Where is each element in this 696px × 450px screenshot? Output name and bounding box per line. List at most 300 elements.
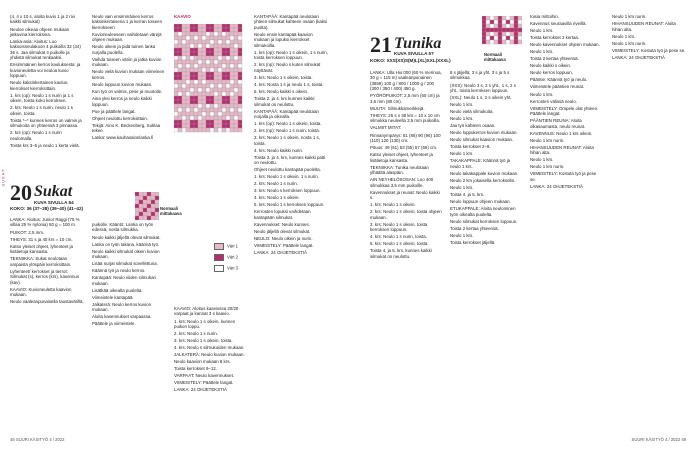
chart-cell: [174, 32, 178, 36]
chart-cell: [182, 32, 186, 36]
chart-cell: [194, 100, 198, 104]
chart-cell: [210, 80, 214, 84]
pattern-number: 20: [10, 180, 32, 205]
chart-cell: [143, 212, 147, 216]
text-para: toisia mittoihin.: [530, 14, 560, 19]
chart-cell: [186, 72, 190, 76]
chart-cell: [214, 128, 218, 132]
chart-cell: [222, 40, 226, 44]
text-para: VIIMEISTELY: Ompele olat yhteen. Päättele langat.: [530, 105, 599, 117]
chart-cell: [218, 32, 222, 36]
tunika-col2: [450, 70, 522, 247]
chart-cell: [210, 100, 214, 104]
chart-cell: [182, 124, 186, 128]
chart-cell: [174, 120, 178, 124]
legend-item: [214, 265, 238, 272]
text-para: KANTAPÄÄ: Kantapää neulotaan yhteen silmukat kahteen osaan (kaksi puolta).: [254, 14, 328, 30]
text-para: KAVENNUS: Neulo 1 krs oikein.: [530, 130, 593, 136]
chart-cell: [190, 104, 194, 108]
chart-cell: [502, 16, 506, 20]
chart-cell: [514, 16, 518, 20]
chart-cell: [234, 112, 238, 116]
chart-cell: [510, 24, 514, 28]
chart-cell: [174, 96, 178, 100]
chart-cell: [238, 84, 242, 88]
chart-cell: [230, 104, 234, 108]
chart-cell: [202, 112, 206, 116]
chart-cell: [510, 36, 514, 40]
text-para: Pääntie: Käännä työ ja neulo.: [530, 77, 588, 83]
text-para: Toista kerrokset 2–8.: [450, 144, 491, 150]
chart-cell: [202, 76, 206, 80]
chart-cell: [178, 112, 182, 116]
chart-cell: [147, 200, 151, 204]
chart-cell: [186, 52, 190, 56]
chart-cell: [238, 100, 242, 104]
chart-cell: [234, 76, 238, 80]
chart-cell: [194, 68, 198, 72]
chart-cell: [498, 36, 502, 40]
text-para: Kun työ on valmis, pese ja muotoile.: [92, 89, 163, 94]
chart-cell: [186, 68, 190, 72]
chart-cell: [206, 32, 210, 36]
knitting-chart-top: [174, 24, 244, 136]
text-para: VIIMEISTELY: Kostuta työ ja pese se.: [530, 171, 597, 182]
chart-cell: [151, 216, 155, 220]
chart-cell: [178, 88, 182, 92]
text-para: Toista 4. ja 5. krs, kunnes kaikki silmukat on neulottu.: [370, 248, 432, 259]
chart-cell: [234, 116, 238, 120]
text-para: Aina yksi kerros ja neulo kaikki loppuun.: [92, 96, 152, 107]
chart-cell: [226, 44, 230, 48]
chart-cell: [178, 48, 182, 52]
pattern-title: Tunika: [394, 35, 442, 52]
chart-cell: [218, 24, 222, 28]
text-para: Neulo kerros loppuun.: [530, 70, 573, 76]
chart-cell: [210, 124, 214, 128]
chart-cell: [186, 128, 190, 132]
chart-cell: [222, 28, 226, 32]
chart-cell: [139, 208, 143, 212]
chart-cell: [151, 208, 155, 212]
chart-cell: [222, 56, 226, 60]
chart-cell: [502, 20, 506, 24]
text-para: PÄÄNTIEN REUNA: Aloita olkasaumasta, neulo reunat.: [530, 118, 586, 129]
chart-cell: [178, 36, 182, 40]
chart-cell: [218, 56, 222, 60]
chart-cell: [214, 52, 218, 56]
text-para: Neulo 1 krs.: [450, 185, 474, 191]
text-para: Kuvioneuleeseen vaihdetaan värejä ohjeen mukaan.: [92, 31, 162, 43]
chart-cell: [234, 56, 238, 60]
text-para: Ensimmäinen kerros kauluksesta: ja kuvioneuletta voi neuloa kuvio loppuun.: [10, 62, 81, 79]
chart-cell: [502, 24, 506, 28]
chart-cell: [222, 60, 226, 64]
text-para: Neulo 1 krs.: [450, 102, 474, 108]
chart-cell: [230, 44, 234, 48]
text-para: Neulo 1 krs nurin.: [612, 40, 647, 46]
chart-cell: [230, 124, 234, 128]
chart-cell: [506, 40, 510, 44]
chart-cell: [202, 40, 206, 44]
text-para: Neulo 1 krs.: [450, 232, 474, 238]
chart-cell: [226, 92, 230, 96]
chart-cell: [502, 36, 506, 40]
chart-cell: [210, 128, 214, 132]
chart-cell: [234, 52, 238, 56]
text-para: Katso yleiset ohjeet, lyhenteet ja lisätietoja kansasta.: [370, 152, 433, 163]
chart-cell: [202, 36, 206, 40]
chart-cell: [210, 72, 214, 76]
text-para: NEULO: Neulo oikein ja nurin.: [254, 236, 313, 242]
text-para: Neulo loppuun ohjeen mukaan.: [450, 199, 511, 205]
text-para: Tekijä: Aino K. Beckenberg, Suklaa tekee.: [92, 122, 161, 134]
chart-cell: [143, 192, 147, 196]
chart-cell: [206, 116, 210, 120]
chart-cell: [482, 32, 486, 36]
chart-cell: [226, 80, 230, 84]
chart-cell: [238, 60, 242, 64]
chart-cell: [186, 56, 190, 60]
chart-cell: [514, 32, 518, 36]
chart-cell: [234, 64, 238, 68]
text-para: Jalkaterä: Neulo kerros kuvion mukaan.: [92, 301, 152, 313]
chart-cell: [182, 44, 186, 48]
chart-cell: [198, 44, 202, 48]
chart-cell: [174, 36, 178, 40]
chart-cell: [182, 40, 186, 44]
chart-cell: [190, 64, 194, 68]
chart-cell: [218, 112, 222, 116]
chart-cell: [498, 24, 502, 28]
text-para: TIHEYS: 25 s x 38 krs = 10 x 10 cm silmukka neuleella 3,5 mm puikoilla.: [370, 112, 441, 124]
text-para: 1. krs: Neulo 1 s oikein, kunnes puikon loppu.: [174, 318, 236, 329]
text-para: 2. krs (np): Neulo s kuten silmukat näyttävät.: [254, 62, 321, 73]
chart-cell: [218, 84, 222, 88]
chart-cell: [202, 72, 206, 76]
chart-cell: [222, 92, 226, 96]
chart-cell: [186, 112, 190, 116]
chart-cell: [174, 80, 178, 84]
chart-cell: [214, 76, 218, 80]
chart-cell: [502, 28, 506, 32]
chart-cell: [178, 108, 182, 112]
text-para: 2. krs (np): Neulo 1 s nurin, toista.: [254, 128, 320, 134]
chart-cell: [182, 96, 186, 100]
text-para: KANTAPÄÄ: Kantapää neulotaan nurjalla ja oikealla.: [254, 108, 319, 119]
text-para: Toista 2 kertaa yhteensä.: [450, 225, 499, 231]
chart-cell: [238, 76, 242, 80]
chart-cell: [174, 128, 178, 132]
chart-cell: [210, 56, 214, 60]
chart-cell: [198, 48, 202, 52]
chart-cell: [194, 88, 198, 92]
chart-cell: [230, 112, 234, 116]
text-para: LANKA: 24 OHJETEKSTIÄ: [174, 387, 227, 393]
chart-cell: [198, 68, 202, 72]
chart-cell: [238, 72, 242, 76]
text-para: Neulo ensin kantapää kaavion mukaan ja lopuksi kierrokset silmukoilla.: [254, 31, 313, 48]
text-para: Vaihda toiseen väriin ja jatka kuvion mukaan.: [92, 56, 162, 68]
chart-cell: [222, 32, 226, 36]
text-para: TAKAKAPPALE: Käännä työ ja neulo 1 krs.: [450, 158, 511, 169]
chart-cell: [139, 196, 143, 200]
chart-cell: [234, 84, 238, 88]
chart-cell: [494, 16, 498, 20]
chart-cell: [174, 60, 178, 64]
chart-cell: [174, 116, 178, 120]
chart-cell: [202, 56, 206, 60]
chart-cell: [186, 60, 190, 64]
chart-cell: [206, 100, 210, 104]
chart-cell: [178, 40, 182, 44]
text-para: LANKA: 24 OHJETEKSTIÄ: [612, 54, 665, 60]
chart-cell: [194, 36, 198, 40]
chart-cell: [206, 48, 210, 52]
chart-cell: [202, 104, 206, 108]
chart-cell: [226, 120, 230, 124]
chart-cell: [178, 72, 182, 76]
chart-cell: [238, 116, 242, 120]
chart-cell: [238, 124, 242, 128]
chart-cell: [222, 44, 226, 48]
chart-cell: [234, 100, 238, 104]
chart-cell: [178, 68, 182, 72]
chart-cell: [194, 120, 198, 124]
chart-cell: [210, 64, 214, 68]
chart-cell: [226, 56, 230, 60]
text-para: 5. krs: Neulo 1 s oikein, toista.: [370, 241, 429, 247]
chart-cell: [230, 40, 234, 44]
chart-cell: [226, 60, 230, 64]
chart-cell: [206, 28, 210, 32]
chart-cell: [490, 36, 494, 40]
chart-cell: [190, 124, 194, 128]
text-para: Neulo 1 krs.: [530, 28, 554, 34]
chart-cell: [518, 16, 522, 20]
chart-cell: [182, 92, 186, 96]
legend-item: [214, 254, 238, 261]
chart-cell: [155, 216, 159, 220]
chart-cell: [186, 40, 190, 44]
legend-label: Väri 2: [227, 254, 238, 260]
chart-cell: [238, 104, 242, 108]
text-para: Neulo vielä silmukoita.: [450, 109, 494, 115]
chart-cell: [222, 112, 226, 116]
chart-cell: [178, 32, 182, 36]
chart-cell: [182, 128, 186, 132]
text-para: Lanka-asia: Aloitus: Luo kaksoisneulakoon 4 puikoilla 32 (34) 36 s. Jaa silmukat 4 puikolle ja yhdistä silmukat renkaaksi.: [10, 39, 81, 61]
chart-cell: [210, 116, 214, 120]
chart-cell: [186, 84, 190, 88]
chart-cell: [178, 64, 182, 68]
chart-cell: [486, 28, 490, 32]
chart-cell: [178, 116, 182, 120]
chart-cell: [147, 192, 151, 196]
text-para: 4. krs: Neulo 1 s oikein.: [254, 195, 300, 201]
text-para: Viimeistele kantapää.: [92, 294, 134, 300]
chart-cell: [230, 48, 234, 52]
chart-cell: [206, 40, 210, 44]
chart-cell: [198, 32, 202, 36]
chart-cell: [190, 84, 194, 88]
chart-cell: [174, 112, 178, 116]
chart-cell: [182, 36, 186, 40]
chart-cell: [190, 56, 194, 60]
text-para: 5. krs: Neulo kaikki s oikein.: [254, 89, 309, 94]
chart-cell: [190, 120, 194, 124]
chart-cell: [206, 56, 210, 60]
chart-cell: [202, 80, 206, 84]
text-para: Neulo 1 krs nurin.: [612, 14, 647, 19]
chart-cell: [210, 36, 214, 40]
chart-cell: [510, 16, 514, 20]
chart-cell: [135, 196, 139, 200]
pattern-title: Sukat: [34, 183, 73, 200]
text-para: Lanka on työn takana, käännä työ.: [92, 241, 160, 247]
chart-cell: [514, 20, 518, 24]
chart-cell: [194, 96, 198, 100]
chart-cell: [190, 76, 194, 80]
chart-cell: [202, 44, 206, 48]
chart-cell: [202, 100, 206, 104]
chart-cell: [210, 108, 214, 112]
chart-cell: [494, 32, 498, 36]
chart-cell: [139, 200, 143, 204]
chart-cell: [174, 108, 178, 112]
chart-cell: [490, 16, 494, 20]
chart-cell: [182, 60, 186, 64]
chart-cell: [238, 64, 242, 68]
chart-cell: [174, 124, 178, 128]
chart-cell: [214, 64, 218, 68]
text-para: Käännä työ ja neulo kerros.: [92, 268, 146, 274]
chart-cell: [143, 208, 147, 212]
text-para: Kantapää: Neulo viiden silmukan mukaan.: [92, 275, 156, 286]
chart-cell: [190, 96, 194, 100]
chart-cell: [198, 128, 202, 132]
tunic-mini-chart: [482, 16, 522, 46]
chart-cell: [494, 36, 498, 40]
chart-cell: [178, 100, 182, 104]
mini-chart: [135, 192, 159, 220]
chart-cell: [198, 72, 202, 76]
chart-cell: [182, 100, 186, 104]
chart-cell: [147, 216, 151, 220]
chart-cell: [482, 36, 486, 40]
text-para: 8 s jäljellä, 3 s ja yht. 3 s ja 5 s silmukkaa.: [450, 70, 510, 81]
chart-cell: [234, 72, 238, 76]
chart-cell: [238, 120, 242, 124]
chart-cell: [190, 40, 194, 44]
chart-cell: [174, 92, 178, 96]
chart-cell: [194, 24, 198, 28]
chart-cell: [206, 112, 210, 116]
text-para: Rinnanympärys: 81 (86) 90 (96) 100 (110) 120 (130) cm.: [370, 132, 441, 143]
chart-cell: [198, 88, 202, 92]
chart-cell: [498, 20, 502, 24]
chart-cell: [198, 124, 202, 128]
chart-cell: [147, 204, 151, 208]
chart-cell: [178, 44, 182, 48]
chart-cell: [194, 128, 198, 132]
chart-cell: [190, 48, 194, 52]
text-para: 5. krs: Neulo 1 s kerroksen loppuun.: [254, 202, 325, 208]
text-para: Neulo 1 krs nurin.: [530, 164, 565, 170]
text-para: 2. krs (op): Neulo 1 s nurin neulomalla.: [10, 130, 62, 141]
text-para: HIHANSUUDEN REUNAT: Aloita hihan alta.: [612, 21, 676, 32]
chart-cell: [206, 124, 210, 128]
chart-cell: [190, 112, 194, 116]
chart-cell: [214, 84, 218, 88]
text-para: 1. krs (op): Neulo 1 s oikein, 1 s nurin, toista kerroksen loppuun.: [254, 49, 328, 61]
text-para: 2. krs: Neulo 1 s nurin.: [174, 331, 218, 336]
text-para: Neulo kaavion mukaan 8 krs.: [174, 359, 231, 365]
chart-cell: [210, 88, 214, 92]
chart-cell: [498, 32, 502, 36]
chart-cell: [218, 52, 222, 56]
text-para: Neulo kaksinkertainen kaulus, kierrokset kierroksittain.: [10, 80, 69, 91]
text-para: Lisätkää oikealta puolelta.: [92, 287, 143, 293]
chart-cell: [190, 88, 194, 92]
text-para: (4, 4 x 10 s, aloita kuvio 1 ja 2 rivi kaikki silmukat): [10, 14, 75, 25]
chart-cell: [238, 52, 242, 56]
chart-cell: [506, 32, 510, 36]
chart-cell: [178, 84, 182, 88]
chart-cell: [174, 68, 178, 72]
chart-cell: [194, 32, 198, 36]
chart-cell: [174, 24, 178, 28]
chart-cell: [218, 76, 222, 80]
text-para: 1. krs (op): Neulo 1 s nurin ja 1 s oikein, toista koko kerroksen.: [10, 92, 74, 104]
text-para: 4. krs: Neulo s silmukoiden mukaan.: [174, 345, 245, 351]
chart-cell: [182, 80, 186, 84]
chart-cell: [230, 84, 234, 88]
chart-cell: [190, 68, 194, 72]
chart-cell: [198, 52, 202, 56]
chart-cell: [194, 108, 198, 112]
chart-cell: [222, 124, 226, 128]
chart-cell: [234, 92, 238, 96]
text-para: puikolle. Kääntö: Lanka on työn edessä, nosta silmukka.: [92, 222, 154, 233]
chart-cell: [135, 212, 139, 216]
chart-cell: [222, 128, 226, 132]
chart-cell: [206, 108, 210, 112]
chart-cell: [238, 96, 242, 100]
text-para: Neulo 1 krs.: [612, 33, 636, 39]
chart-cell: [147, 208, 151, 212]
chart-cell: [210, 32, 214, 36]
chart-cell: [506, 24, 510, 28]
chart-cell: [230, 28, 234, 32]
chart-cell: [238, 108, 242, 112]
chart-cell: [182, 52, 186, 56]
chart-cell: [230, 68, 234, 72]
chart-cell: [218, 100, 222, 104]
text-para: Neulo 1 krs.: [530, 49, 554, 55]
chart-cell: [234, 28, 238, 32]
chart-cell: [238, 92, 242, 96]
chart-cell: [222, 24, 226, 28]
page-footer-right: SUURI KÄSITYÖ 4 / 2022 49: [631, 437, 686, 442]
chart-cell: [182, 112, 186, 116]
chart-cell: [222, 100, 226, 104]
chart-cell: [194, 76, 198, 80]
chart-cell: [230, 88, 234, 92]
chart-cell: [178, 128, 182, 132]
chart-cell: [186, 24, 190, 28]
chart-cell: [226, 24, 230, 28]
